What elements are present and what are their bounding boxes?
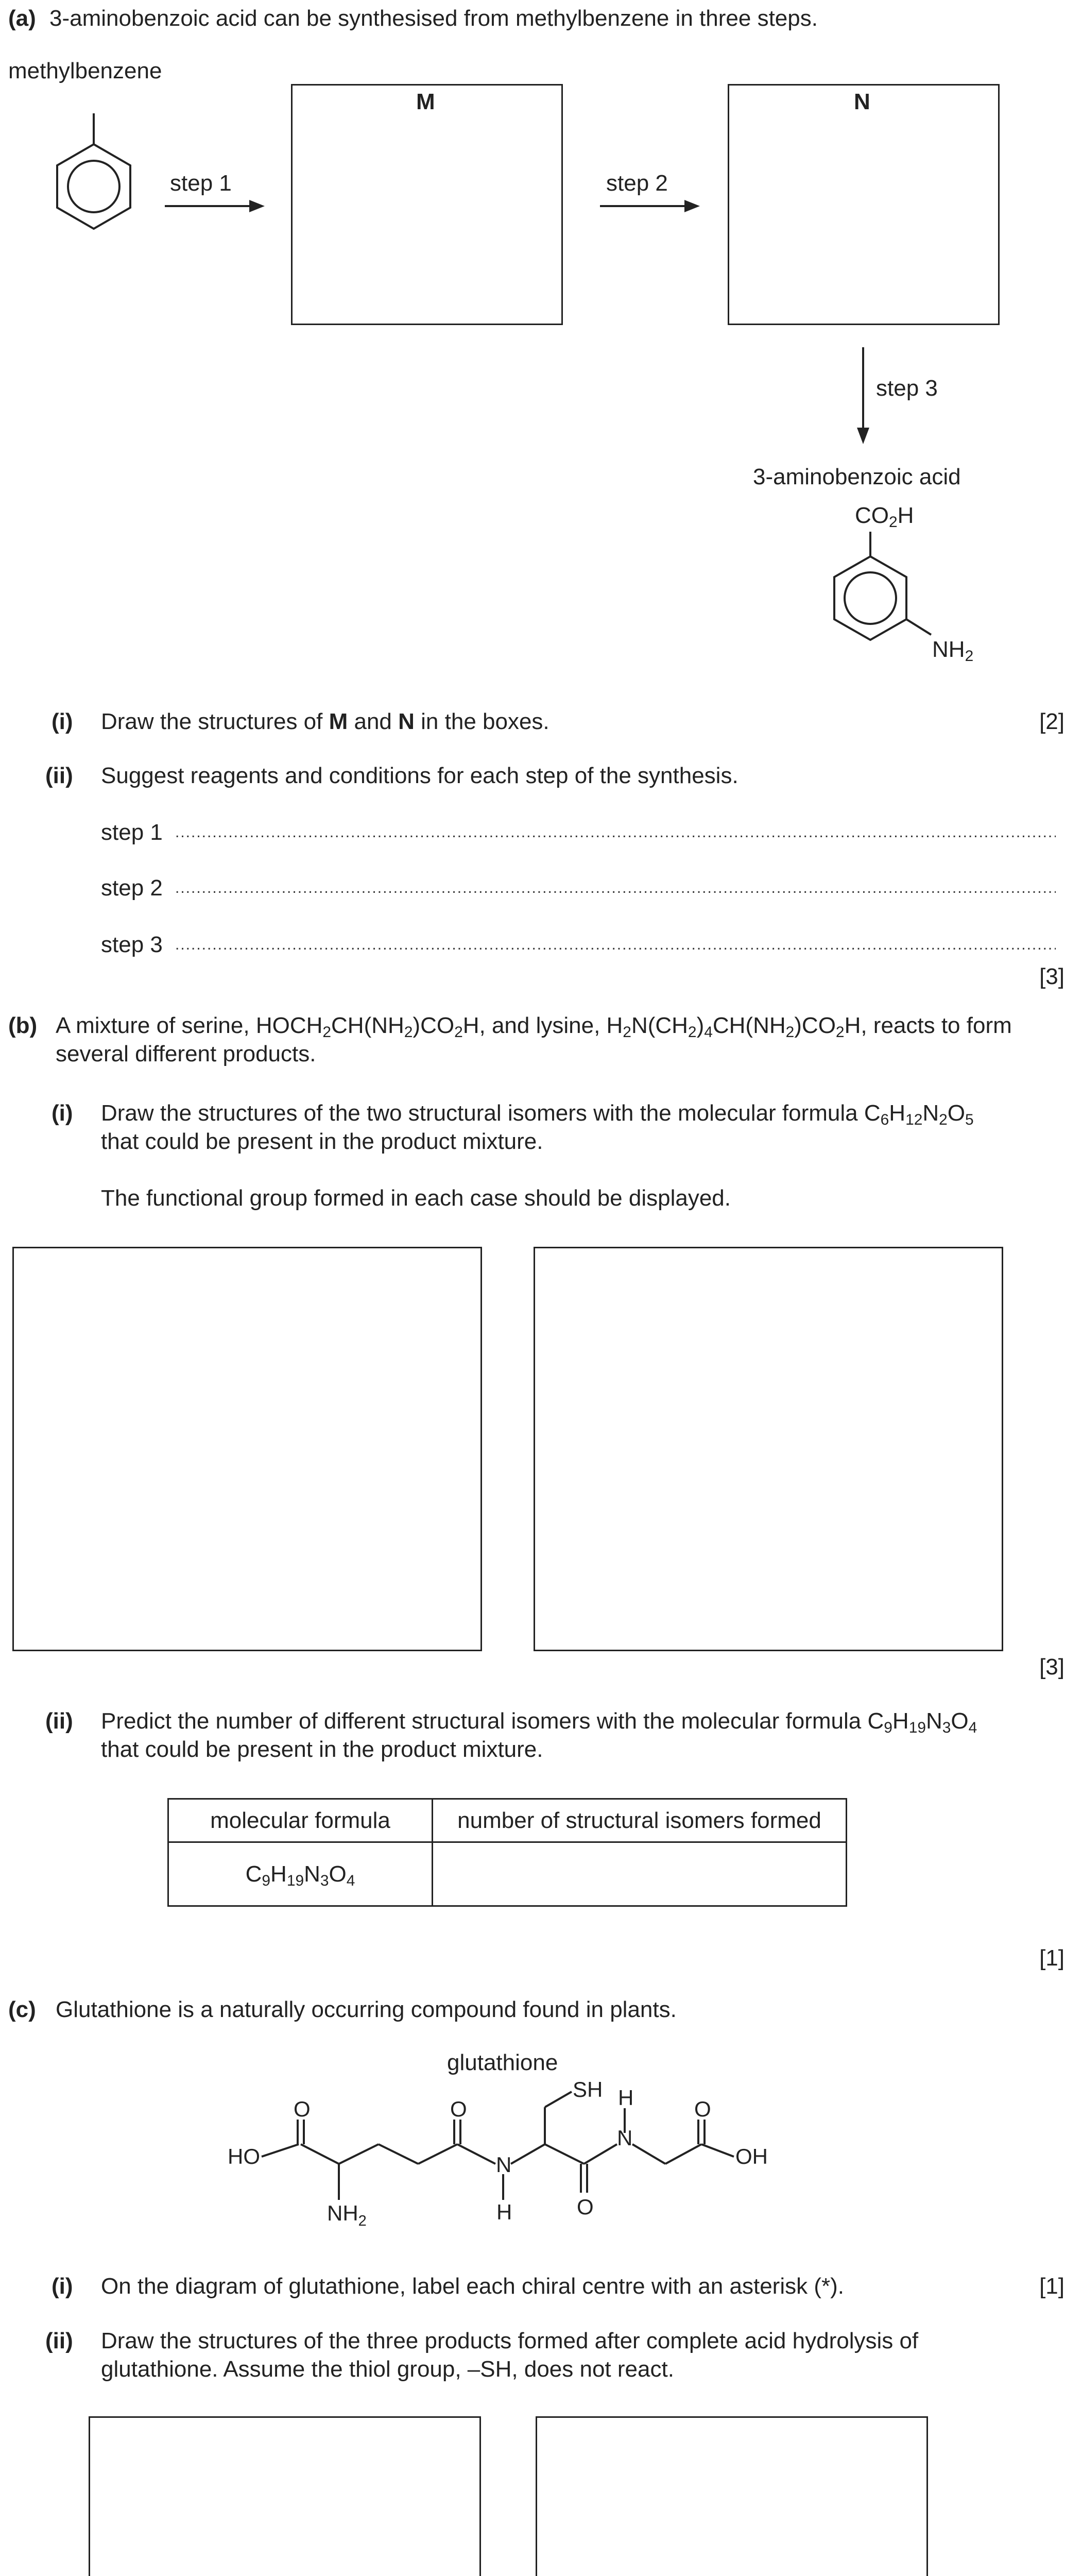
part-b-ii-text-line1: Predict the number of different structural isomers with the molecular formula C9H19N3O4 bbox=[101, 1708, 977, 1737]
atom-ho: HO bbox=[228, 2144, 260, 2168]
part-c-i-label: (i) bbox=[51, 2274, 73, 2299]
table-cell-isomer-count-answer[interactable] bbox=[433, 1842, 847, 1906]
arrow-step1 bbox=[164, 196, 267, 216]
box-n-label: N bbox=[854, 89, 870, 114]
part-a-intro-text: 3-aminobenzoic acid can be synthesised from methylbenzene in three steps. bbox=[49, 6, 818, 31]
part-a-label: (a) bbox=[8, 6, 36, 31]
atom-sh: SH bbox=[573, 2081, 603, 2102]
answer-box-isomer-1[interactable] bbox=[12, 1247, 482, 1651]
part-a-ii-text: Suggest reagents and conditions for each step of the synthesis. bbox=[101, 763, 738, 788]
box-m-label: M bbox=[416, 89, 435, 114]
part-a-intro bbox=[8, 5, 818, 32]
box-m[interactable] bbox=[291, 84, 563, 325]
part-c-i-marks: [1] bbox=[1039, 2274, 1064, 2299]
atom-nh2: $NH_2$ bbox=[327, 2201, 367, 2229]
part-c-ii-text-line2: glutathione. Assume the thiol group, –SH, does not react. bbox=[101, 2357, 674, 2382]
part-a-i-label: (i) bbox=[51, 709, 73, 734]
part-c-label: (c) bbox=[8, 1997, 36, 2022]
table-header-isomers: number of structural isomers formed bbox=[433, 1799, 847, 1842]
answer-step1-label: step 1 bbox=[101, 820, 163, 845]
answer-box-hydrolysis-product-1[interactable] bbox=[89, 2416, 481, 2576]
answer-box-hydrolysis-product-2[interactable] bbox=[536, 2416, 928, 2576]
table-header-formula: molecular formula bbox=[168, 1799, 433, 1842]
atom-oh: OH bbox=[735, 2144, 768, 2168]
part-c-ii-label: (ii) bbox=[45, 2328, 73, 2353]
product-co2h: CO2H bbox=[855, 503, 914, 531]
atom-n-1: N bbox=[496, 2153, 512, 2177]
glutathione-structure bbox=[227, 2081, 834, 2241]
part-c-ii-text-line1: Draw the structures of the three products formed after complete acid hydrolysis of bbox=[101, 2328, 919, 2353]
answer-step3-label: step 3 bbox=[101, 932, 163, 957]
part-a-i-text: Draw the structures of M and N in the boxes. bbox=[101, 709, 549, 734]
part-b-i-label: (i) bbox=[51, 1100, 73, 1126]
part-b-ii-text-line2: that could be present in the product mixture. bbox=[101, 1737, 543, 1762]
box-n[interactable] bbox=[728, 84, 1000, 325]
methylbenzene-structure bbox=[46, 103, 149, 258]
atom-n-2: N bbox=[617, 2126, 633, 2150]
answer-step2-line[interactable] bbox=[175, 879, 1056, 903]
isomer-count-table bbox=[167, 1798, 847, 1907]
arrow-step2-label: step 2 bbox=[606, 171, 668, 196]
part-b-ii-marks: [1] bbox=[1039, 1945, 1064, 1971]
table-header-row bbox=[168, 1799, 847, 1842]
part-b-ii-label: (ii) bbox=[45, 1708, 73, 1734]
glutathione-name: glutathione bbox=[447, 2050, 558, 2075]
arrow-step3 bbox=[853, 346, 873, 449]
arrow-step2 bbox=[599, 196, 702, 216]
start-compound-name: methylbenzene bbox=[8, 58, 162, 83]
part-a-ii-label: (ii) bbox=[45, 763, 73, 788]
product-nh2: NH2 bbox=[932, 637, 974, 665]
arrow-step1-label: step 1 bbox=[170, 171, 232, 196]
part-b-i-text-line3: The functional group formed in each case should be displayed. bbox=[101, 1185, 731, 1211]
atom-o-1: O bbox=[294, 2097, 311, 2121]
product-name: 3-aminobenzoic acid bbox=[753, 464, 961, 489]
table-row bbox=[168, 1842, 847, 1906]
answer-step1-line[interactable] bbox=[175, 823, 1056, 847]
part-b-i-text-line2: that could be present in the product mixture. bbox=[101, 1129, 543, 1154]
atom-o-3: O bbox=[577, 2195, 594, 2219]
table-cell-formula: C9H19N3O4 bbox=[168, 1842, 433, 1906]
arrow-step3-label: step 3 bbox=[876, 376, 938, 401]
part-b-label: (b) bbox=[8, 1013, 38, 1038]
part-b-i-marks: [3] bbox=[1039, 1654, 1064, 1680]
atom-o-2: O bbox=[450, 2097, 467, 2121]
part-b-intro-line1: A mixture of serine, HOCH2CH(NH2)CO2H, and lysine, H2N(CH2)4CH(NH2)CO2H, reacts to form bbox=[56, 1013, 1012, 1041]
part-b-i-text-line1: Draw the structures of the two structural isomers with the molecular formula C6H12N2O5 bbox=[101, 1100, 974, 1129]
atom-h-2: H bbox=[618, 2086, 634, 2110]
answer-step3-line[interactable] bbox=[175, 936, 1056, 959]
part-a-i-marks: [2] bbox=[1039, 709, 1064, 734]
atom-h-1: H bbox=[496, 2200, 512, 2224]
part-a-ii-marks: [3] bbox=[1039, 964, 1064, 989]
part-c-intro: Glutathione is a naturally occurring compound found in plants. bbox=[56, 1997, 677, 2022]
answer-step2-label: step 2 bbox=[101, 875, 163, 901]
atom-o-4: O bbox=[694, 2097, 711, 2121]
answer-box-isomer-2[interactable] bbox=[534, 1247, 1003, 1651]
part-b-intro-line2: several different products. bbox=[56, 1041, 316, 1066]
part-c-i-text: On the diagram of glutathione, label each chiral centre with an asterisk (*). bbox=[101, 2274, 844, 2299]
